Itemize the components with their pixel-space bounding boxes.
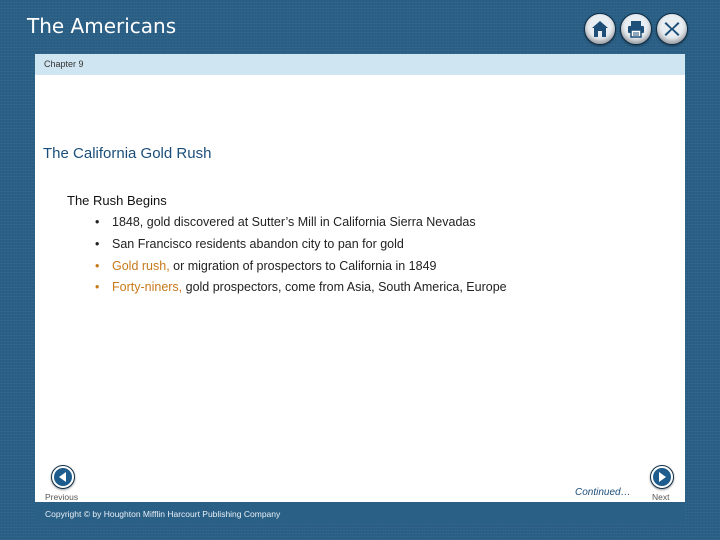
arrow-right-icon [652, 467, 672, 487]
chapter-bar [35, 54, 685, 75]
continued-label: Continued… [575, 487, 631, 498]
footer-bar [35, 502, 685, 524]
bullet-text: or migration of prospectors to California in 1849 [169, 258, 437, 273]
close-button[interactable] [656, 13, 688, 45]
bullet-icon: • [95, 236, 100, 251]
home-button[interactable] [584, 13, 616, 45]
previous-label[interactable]: Previous [45, 492, 79, 502]
list-item [95, 234, 507, 256]
bullet-text: 1848, gold discovered at Sutter’s Mill in California Sierra Nevadas [112, 215, 476, 229]
list-item [95, 256, 507, 278]
bullet-text: gold prospectors, come from Asia, South America, Europe [182, 280, 507, 295]
bullet-term: Gold rush, [112, 258, 170, 273]
chapter-label: Chapter 9 [44, 59, 84, 69]
bullet-text: San Francisco residents abandon city to pan for gold [112, 236, 404, 251]
bullet-term: Forty-niners, [112, 280, 183, 295]
bullet-icon: • [95, 215, 100, 229]
next-button[interactable] [650, 465, 674, 489]
copyright-text: Copyright © by Houghton Mifflin Harcourt Publishing Company [45, 509, 281, 519]
next-label[interactable]: Next [652, 492, 670, 502]
app-title: The Americans [27, 14, 177, 38]
section-heading: The Rush Begins [67, 193, 167, 208]
print-icon [626, 19, 646, 39]
close-icon [662, 19, 682, 39]
bullet-icon: • [95, 280, 100, 295]
slide-title: The California Gold Rush [43, 145, 212, 162]
arrow-left-icon [53, 467, 73, 487]
list-item [95, 212, 507, 234]
home-icon [590, 19, 610, 39]
list-item [95, 277, 507, 299]
print-button[interactable] [620, 13, 652, 45]
bullet-list [95, 212, 507, 299]
bullet-icon: • [95, 258, 100, 273]
previous-button[interactable] [51, 465, 75, 489]
slide-content [35, 75, 685, 502]
